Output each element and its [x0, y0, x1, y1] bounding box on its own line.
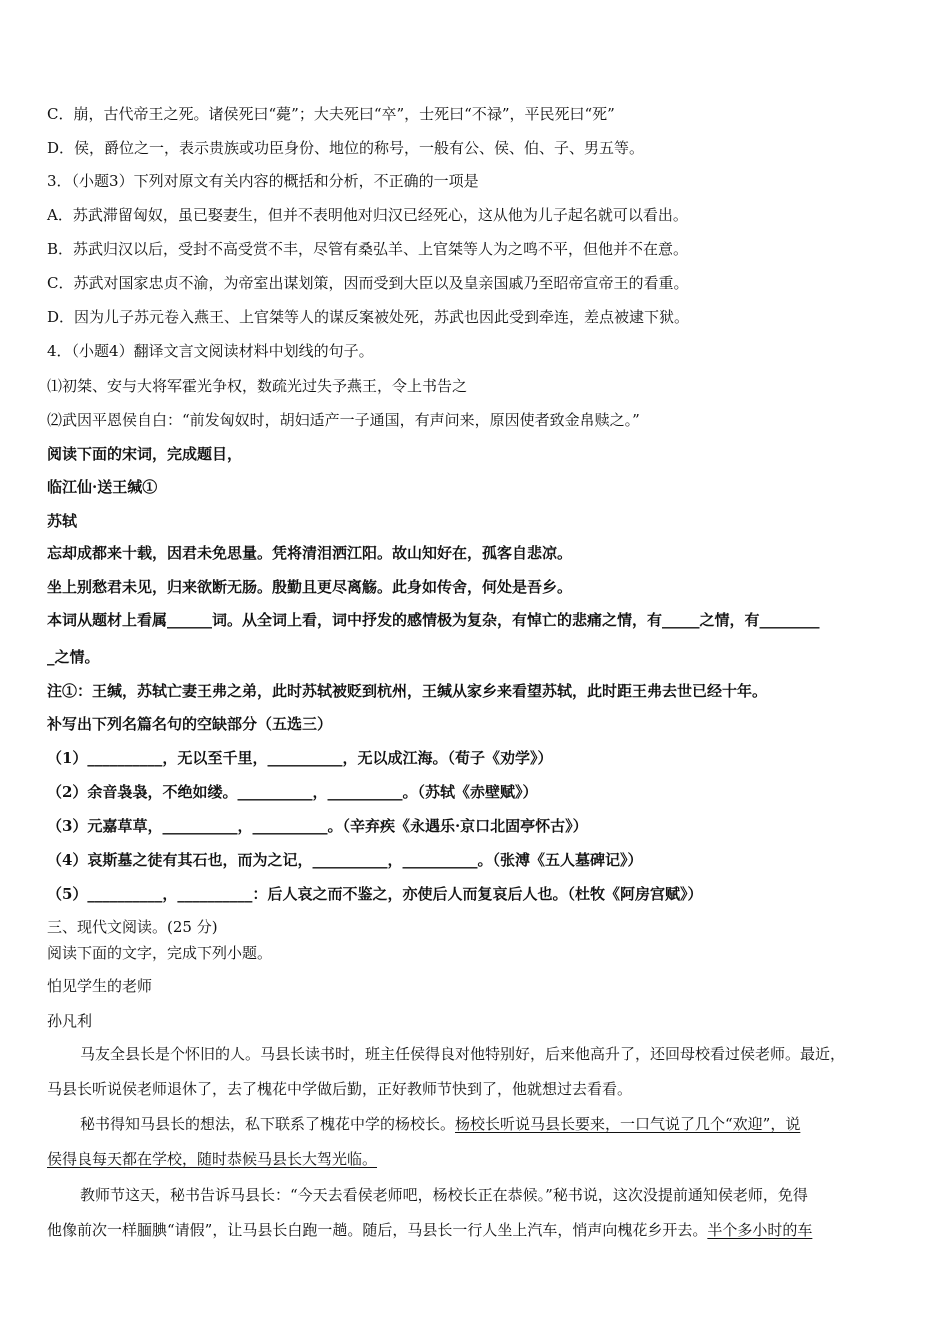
poem-author: 苏轼: [47, 512, 78, 530]
fill-in-2: （2）余音袅袅，不绝如缕。__________，__________。（苏轼《赤壁赋》）: [47, 783, 538, 801]
question-4: 4．（小题4）翻译文言文阅读材料中划线的句子。: [47, 342, 374, 360]
poem-title: 临江仙·送王缄①: [47, 478, 158, 496]
story-paragraph-1a: 马友全县长是个怀旧的人。马县长读书时，班主任侯得良对他特别好，后来他高升了，还回母校看过侯老师。最近，: [80, 1045, 846, 1063]
q4-sentence-1: ⑴初桀、安与大将军霍光争权，数疏光过失予燕王，令上书告之: [47, 377, 468, 395]
poem-question: 本词从题材上看属______词。从全词上看，词中抒发的感情极为复杂，有悼亡的悲痛之情，有_____之情，有________: [47, 611, 820, 629]
fill-in-5: （5）__________，__________：后人哀之而不鉴之，亦使后人而复哀后人也。（杜牧《阿房宫赋》）: [47, 885, 703, 903]
option-c-line: C．崩，古代帝王之死。诸侯死曰“薨”；大夫死曰“卒”，士死曰“不禄”，平民死曰“死”: [47, 105, 615, 123]
story-paragraph-3b-text: 他像前次一样腼腆“请假”，让马县长白跑一趟。随后，马县长一行人坐上汽车，悄声向槐花乡开去。: [47, 1221, 708, 1239]
question-3: 3．（小题3）下列对原文有关内容的概括和分析，不正确的一项是: [47, 172, 479, 190]
story-title: 怕见学生的老师: [47, 977, 153, 995]
poem-instruction: 阅读下面的宋词，完成题目，: [47, 445, 243, 463]
underlined-sentence-2: 半个多小时的车: [707, 1221, 813, 1239]
underlined-sentence-1b: 侯得良每天都在学校，随时恭候马县长大驾光临。: [47, 1150, 378, 1168]
story-paragraph-3b: [47, 1220, 910, 1240]
poem-line-1: 忘却成都来十载，因君未免思量。凭将清泪洒江阳。故山知好在，孤客自悲凉。: [47, 544, 573, 562]
fill-in-1: （1）__________，无以至千里，__________，无以成江海。（荀子《劝学》）: [47, 749, 553, 767]
underlined-sentence-1a: 杨校长听说马县长要来，一口气说了几个“欢迎”，说: [455, 1115, 801, 1133]
fill-in-3: （3）元嘉草草，__________，__________。（辛弃疾《永遇乐·京口北固亭怀古》）: [47, 817, 588, 835]
q4-sentence-2: ⑵武因平恩侯自白：“前发匈奴时，胡妇适产一子通国，有声问来，原因使者致金帛赎之。”: [47, 411, 640, 429]
story-paragraph-3a: 教师节这天，秘书告诉马县长：“今天去看侯老师吧，杨校长正在恭候。”秘书说，这次没提前通知侯老师，免得: [80, 1186, 808, 1204]
fill-in-4: （4）哀斯墓之徒有其石也，而为之记，__________，__________。（张溥《五人墓碑记》）: [47, 851, 643, 869]
q3-option-a: A．苏武滞留匈奴，虽已娶妻生，但并不表明他对归汉已经死心，这从他为儿子起名就可以看出。: [47, 206, 688, 224]
poem-question-cont: _之情。: [47, 648, 100, 666]
q3-option-b: B．苏武归汉以后，受封不高受赏不丰，尽管有桑弘羊、上官桀等人为之鸣不平，但他并不在意。: [47, 240, 689, 258]
poem-line-2: 坐上别愁君未见，归来欲断无肠。殷勤且更尽离觞。此身如传舍，何处是吾乡。: [47, 578, 573, 596]
story-author: 孙凡利: [47, 1012, 93, 1030]
section-3-heading: 三、现代文阅读。(25 分): [47, 918, 218, 936]
q3-option-c: C．苏武对国家忠贞不渝，为帝室出谋划策，因而受到大臣以及皇亲国戚乃至昭帝宣帝王的看重。: [47, 274, 689, 292]
option-d-line: D．侯，爵位之一，表示贵族或功臣身份、地位的称号，一般有公、侯、伯、子、男五等。: [47, 139, 645, 157]
poem-note: 注①：王缄，苏轼亡妻王弗之弟，此时苏轼被贬到杭州，王缄从家乡来看望苏轼，此时距王弗去世已经十年。: [47, 682, 768, 700]
section-3-instruction: 阅读下面的文字，完成下列小题。: [47, 944, 273, 962]
story-paragraph-1b: 马县长听说侯老师退休了，去了槐花中学做后勤，正好教师节快到了，他就想过去看看。: [47, 1080, 633, 1098]
story-paragraph-2a: [80, 1114, 910, 1134]
q3-option-d: D．因为儿子苏元卷入燕王、上官桀等人的谋反案被处死，苏武也因此受到牵连，差点被逮下狱。: [47, 308, 690, 326]
fill-in-instruction: 补写出下列名篇名句的空缺部分（五选三）: [47, 715, 333, 733]
story-paragraph-2a-text: 秘书得知马县长的想法，私下联系了槐花中学的杨校长。: [80, 1115, 456, 1133]
